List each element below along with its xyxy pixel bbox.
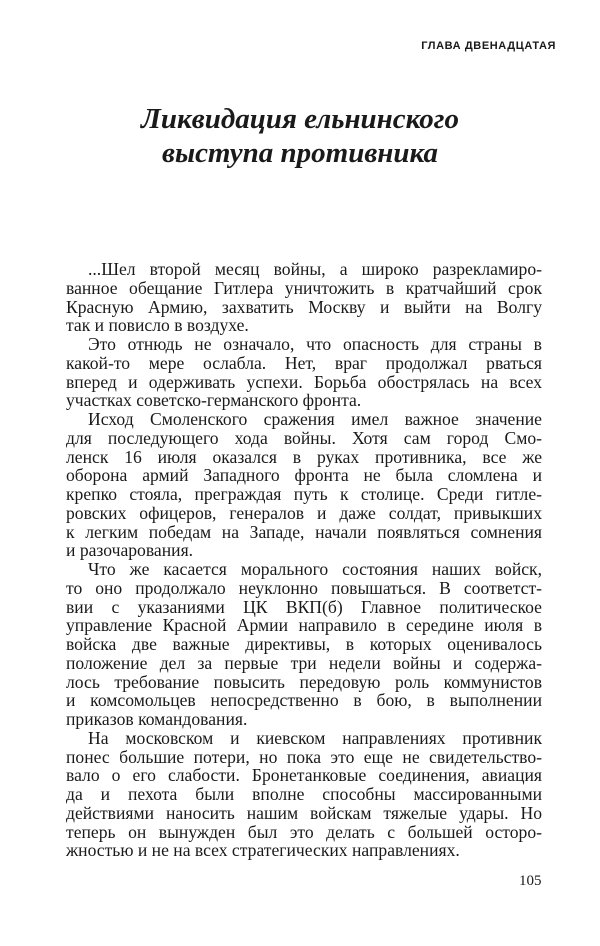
text-line: ...Шел второй месяц войны, а широко разрекламиро- bbox=[88, 259, 542, 279]
text-line: так и повисло в воздухе. bbox=[66, 315, 249, 336]
body-text bbox=[66, 260, 542, 860]
paragraph bbox=[66, 560, 542, 729]
chapter-title-line: выступа противника bbox=[161, 137, 438, 169]
paragraph bbox=[66, 729, 542, 860]
text-line: да и пехота были вполне способны массированными bbox=[66, 784, 542, 804]
text-line: лось требование повысить передовую роль коммунистов bbox=[66, 671, 542, 692]
text-line: и разочарования. bbox=[66, 540, 194, 561]
paragraph bbox=[66, 335, 542, 410]
text-line: положение дел за первые три недели войны и содержа- bbox=[66, 652, 542, 673]
page-number: 105 bbox=[519, 873, 542, 889]
text-line: На московском и киевском направлениях противник bbox=[88, 727, 542, 748]
text-line: ленск 16 июля оказался в руках противника, все же bbox=[66, 446, 542, 467]
text-line: оборона армий Западного фронта не была сломлена и bbox=[66, 465, 542, 486]
text-line: жностью и не на всех стратегических направлениях. bbox=[66, 840, 460, 861]
text-line: какой-то мере ослабла. Нет, враг продолжал рваться bbox=[66, 352, 542, 373]
text-line: и комсомольцев непосредственно в бою, в выполнении bbox=[66, 690, 542, 711]
text-line: теперь он вынужден был это делать с большей осторо- bbox=[66, 821, 542, 842]
text-line: вало о его слабости. Бронетанковые соединения, авиация bbox=[66, 765, 542, 786]
text-line: Это отнюдь не означало, что опасность для страны в bbox=[88, 334, 542, 354]
text-line: приказов командования. bbox=[66, 709, 248, 729]
text-line: крепко стояла, преграждая путь к столице. Среди гитле- bbox=[66, 484, 542, 504]
text-line: вии с указаниями ЦК ВКП(б) Главное политическое bbox=[66, 596, 542, 617]
text-line: участках советско-германского фронта. bbox=[66, 390, 362, 411]
text-line: Что же касается морального состояния наших войск, bbox=[88, 559, 542, 579]
paragraph bbox=[66, 260, 542, 335]
chapter-title-line: Ликвидация ельнинского bbox=[141, 103, 459, 135]
text-line: ровских офицеров, генералов и даже солдат, привыкших bbox=[66, 502, 542, 523]
text-line: для последующего хода войны. Хотя сам город Смо- bbox=[66, 427, 542, 448]
text-line: войска две важные директивы, в которых оценивалось bbox=[66, 634, 542, 654]
text-line: Красную Армию, захватить Москву и выйти на Волгу bbox=[66, 296, 542, 317]
text-line: Исход Смоленского сражения имел важное значение bbox=[88, 409, 542, 429]
text-line: то оно продолжало неуклонно повышаться. В соответст- bbox=[66, 577, 542, 598]
text-line: понес большие потери, но пока это еще не свидетельство- bbox=[66, 746, 542, 767]
running-head: ГЛАВА ДВЕНАДЦАТАЯ bbox=[421, 40, 556, 52]
paragraph bbox=[66, 410, 542, 560]
text-line: ванное обещание Гитлера уничтожить в кратчайший срок bbox=[66, 277, 542, 298]
text-line: вперед и одерживать успехи. Борьба обострялась на всех bbox=[66, 371, 542, 392]
text-line: управление Красной Армии направило в середине июля в bbox=[66, 615, 542, 636]
text-line: действиями наносить нашим войскам тяжелые удары. Но bbox=[66, 802, 542, 823]
text-line: к легким победам на Западе, начали появляться сомнения bbox=[66, 521, 542, 542]
chapter-title bbox=[0, 102, 600, 170]
